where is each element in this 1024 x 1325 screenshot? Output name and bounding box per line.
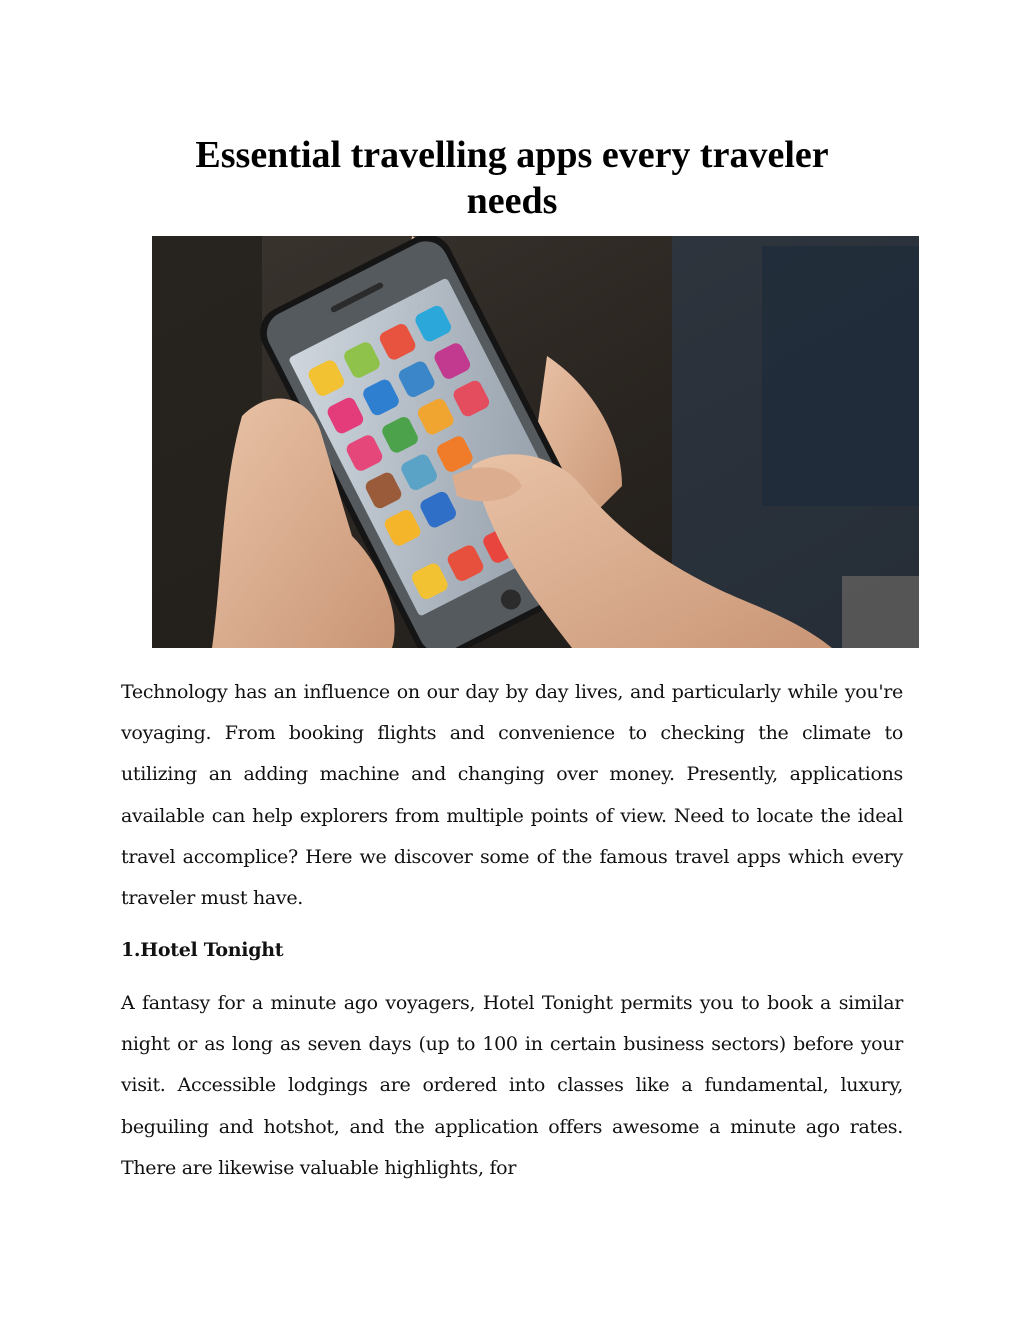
intro-section xyxy=(121,672,903,919)
photo-hands-holding-smartphone-icon xyxy=(152,236,919,648)
hotel-tonight-section xyxy=(121,983,903,1189)
section-heading-hotel-tonight: 1.Hotel Tonight xyxy=(121,939,284,961)
hotel-tonight-paragraph: A fantasy for a minute ago voyagers, Hotel Tonight permits you to book a similar night or as long as seven days (up to 100 in certain business sectors) before your visit. Accessible lodgings are ordered into classes like a fundamental, luxury, beguiling and hotshot, and the application offers awesome a minute ago rates. There are likewise valuable highlights, for xyxy=(121,992,903,1179)
intro-paragraph: Technology has an influence on our day by day lives, and particularly while you're voyaging. From booking flights and convenience to checking the climate to utilizing an adding machine and changing over money. Presently, applications available can help explorers from multiple points of view. Need to locate the ideal travel accomplice? Here we discover some of the famous travel apps which every traveler must have. xyxy=(121,681,903,910)
document-title: Essential travelling apps every traveler needs xyxy=(195,134,829,222)
hero-photo xyxy=(152,236,919,648)
